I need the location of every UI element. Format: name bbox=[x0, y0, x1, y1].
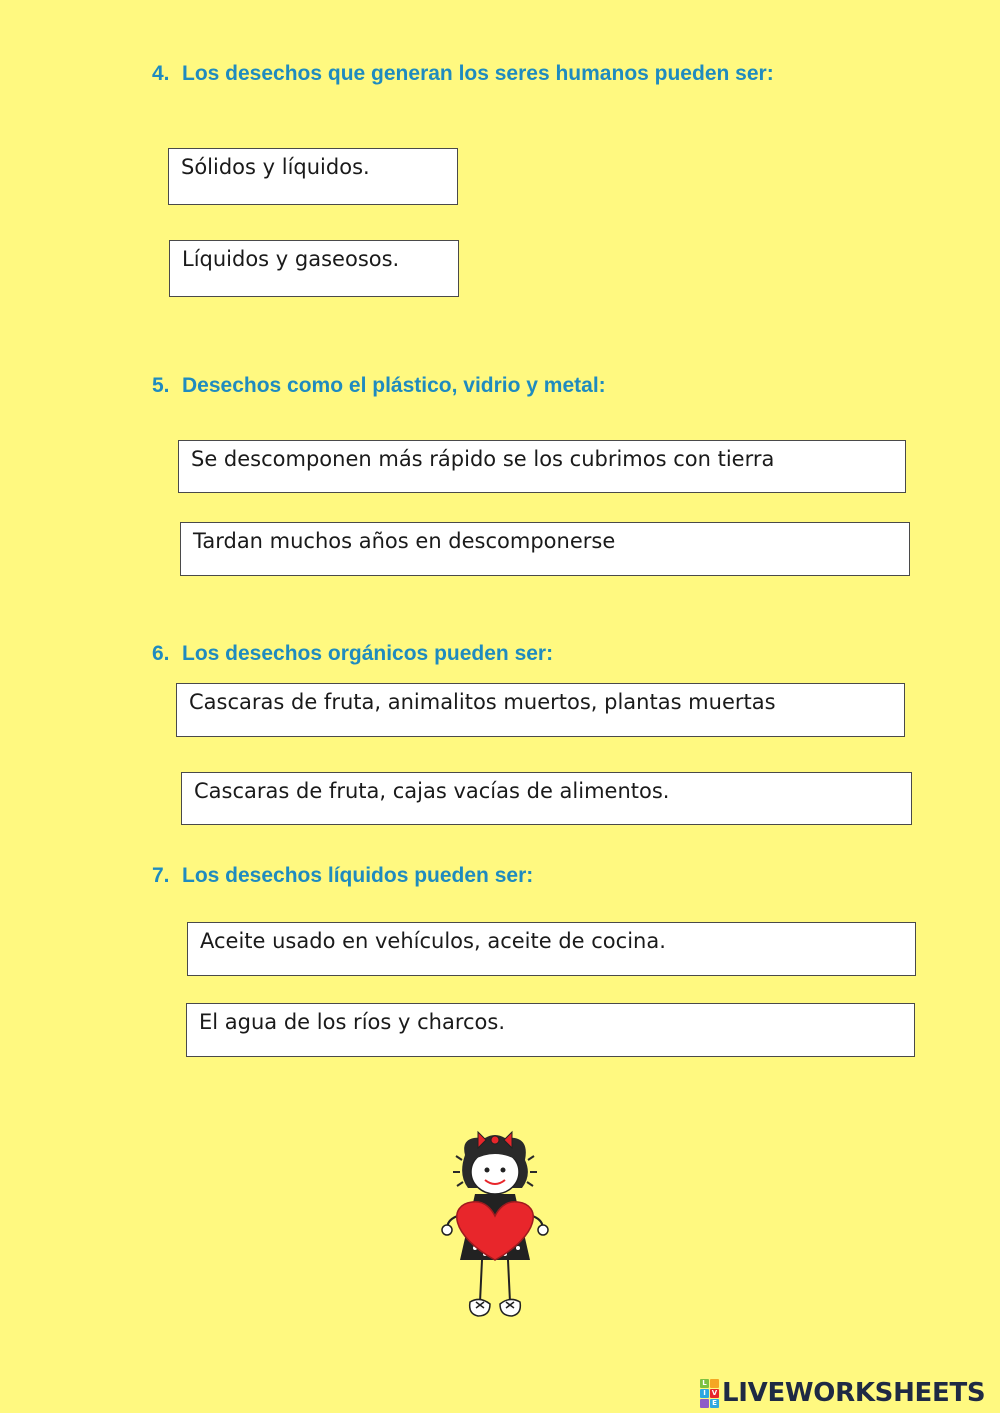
answer-option-6a[interactable]: Cascaras de fruta, animalitos muertos, plantas muertas bbox=[176, 683, 905, 737]
answer-option-6b[interactable]: Cascaras de fruta, cajas vacías de alimentos. bbox=[181, 772, 912, 825]
answer-option-5a[interactable]: Se descomponen más rápido se los cubrimos con tierra bbox=[178, 440, 906, 493]
logo-text: LIVEWORKSHEETS bbox=[722, 1378, 986, 1408]
question-4-heading bbox=[152, 62, 774, 86]
question-number: 5. bbox=[152, 374, 170, 397]
answer-option-4a[interactable]: Sólidos y líquidos. bbox=[168, 148, 458, 205]
logo-blocks-icon: L I V E bbox=[700, 1379, 719, 1408]
question-number: 4. bbox=[152, 62, 170, 85]
question-number: 6. bbox=[152, 642, 170, 665]
question-6-heading bbox=[152, 642, 553, 666]
question-text: Desechos como el plástico, vidrio y metal: bbox=[182, 374, 606, 397]
girl-with-heart-icon bbox=[430, 1130, 560, 1340]
liveworksheets-logo bbox=[700, 1374, 985, 1412]
question-number: 7. bbox=[152, 864, 170, 887]
answer-option-7a[interactable]: Aceite usado en vehículos, aceite de cocina. bbox=[187, 922, 916, 976]
answer-option-4b[interactable]: Líquidos y gaseosos. bbox=[169, 240, 459, 297]
question-text: Los desechos líquidos pueden ser: bbox=[182, 864, 534, 887]
question-7-heading bbox=[152, 864, 533, 888]
question-5-heading bbox=[152, 374, 606, 398]
question-text: Los desechos que generan los seres humanos pueden ser: bbox=[182, 62, 774, 85]
answer-option-7b[interactable]: El agua de los ríos y charcos. bbox=[186, 1003, 915, 1057]
question-text: Los desechos orgánicos pueden ser: bbox=[182, 642, 554, 665]
answer-option-5b[interactable]: Tardan muchos años en descomponerse bbox=[180, 522, 910, 576]
